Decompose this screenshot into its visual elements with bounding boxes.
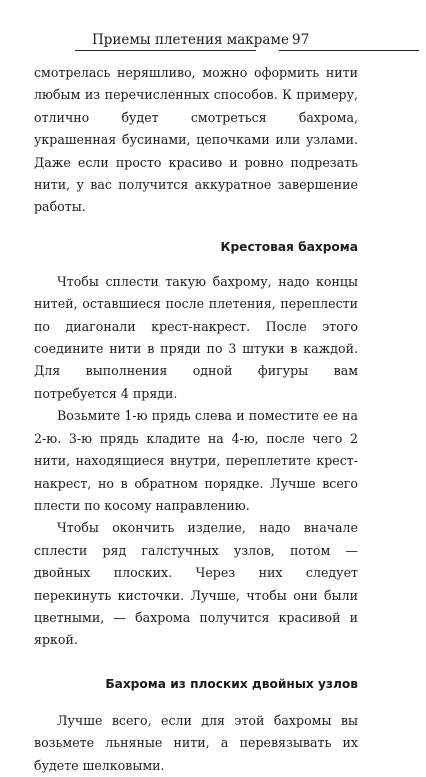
header-rule-left [75, 50, 256, 51]
paragraph: Чтобы окончить изделие, надо вначале сплести ряд галстучных узлов, потом — двойных плоских. Через них следует перекинуть кисточки. Лучше, чтобы они были цветными, — бахрома получится красивой и яркой. [34, 520, 358, 648]
intro-paragraph: смотрелась неряшливо, можно оформить нити любым из перечисленных способов. К примеру, отлично будет смотреться бахрома, украшенная бусинами, цепочками или узлами. Даже если просто красиво и ровно подрезать нити, у вас получится аккуратное завершение работы. [34, 65, 358, 215]
paragraph: Чтобы сплести такую бахрому, надо концы нитей, оставшиеся после плетения, переплести по диагонали крест-накрест. После этого соедините нити в пряди по 3 штуки в каждой. Для выполнения одной фигуры вам потребуется 4 пряди. [34, 273, 358, 401]
section-heading-flat-knot-fringe: Бахрома из плоских двойных узлов [105, 676, 358, 691]
header-rule-right [279, 50, 419, 51]
section-heading-cross-fringe: Крестовая бахрома [220, 239, 358, 254]
page-body [34, 62, 358, 777]
running-title: Приемы плетения макраме [92, 32, 289, 48]
page-number: 97 [292, 32, 310, 48]
paragraph: Возьмите 1-ю прядь слева и поместите ее на 2-ю. 3-ю прядь кладите на 4-ю, после чего 2 нити, находящиеся внутри, переплетите крест-накрест, но в обратном порядке. Лучше всего плести по косому направлению. [34, 408, 358, 513]
paragraph: Лучше всего, если для этой бахромы вы возьмете льняные нити, а перевязывать их будете шелковыми. [34, 712, 358, 773]
